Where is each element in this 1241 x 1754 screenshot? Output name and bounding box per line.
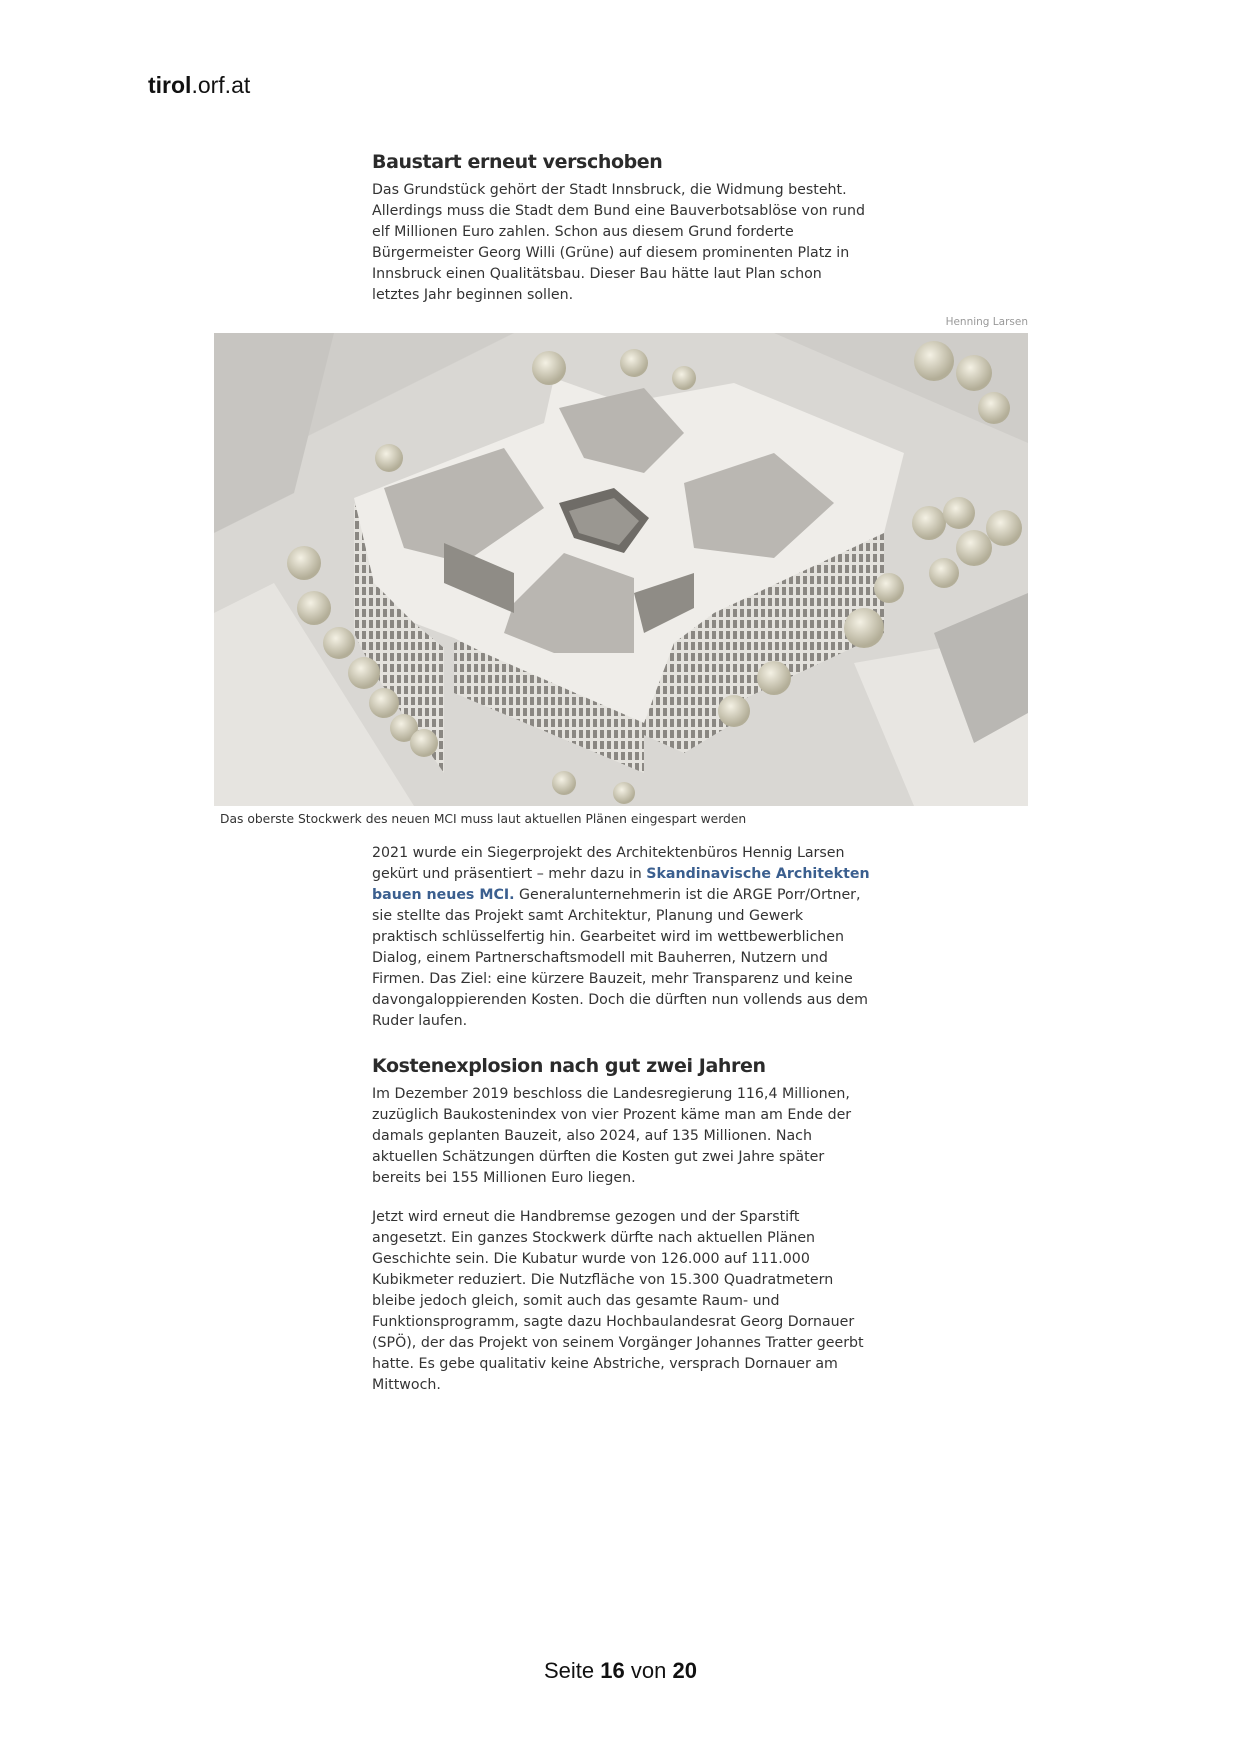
photo-credit: Henning Larsen xyxy=(945,316,1028,328)
page-label: Seite xyxy=(544,1658,595,1683)
site-logo xyxy=(148,72,250,99)
section-paragraph: Jetzt wird erneut die Handbremse gezogen und der Sparstift angesetzt. Ein ganzes Stockwerk dürfte nach aktuellen Plänen Geschichte sein. Die Kubatur wurde von 126.000 auf 111.000 Kubikmeter reduziert. Die Nutzfläche von 15.300 Quadratmetern bleibe jedoch gleich, somit auch das gesamte Raum- und Funktionsprogramm, sagte dazu Hochbaulandesrat Georg Dornauer (SPÖ), der das Projekt von seinem Vorgänger Johannes Tratter geerbt hatte. Es gebe qualitativ keine Abstriche, versprach Dornauer am Mittwoch. xyxy=(372,1209,864,1393)
section-paragraph: Das Grundstück gehört der Stadt Innsbruck, die Widmung besteht. Allerdings muss die Stadt dem Bund eine Bauverbotsablöse von rund elf Millionen Euro zahlen. Schon aus diesem Grund forderte Bürgermeister Georg Willi (Grüne) auf diesem prominenten Platz in Innsbruck einen Qualitätsbau. Dieser Bau hätte laut Plan schon letztes Jahr beginnen sollen. xyxy=(372,182,865,303)
section-paragraph xyxy=(372,843,872,1032)
photo-caption: Das oberste Stockwerk des neuen MCI muss laut aktuellen Plänen eingespart werden xyxy=(220,812,747,826)
paragraph-text-after-link: Generalunternehmerin ist die ARGE Porr/Ortner, sie stellte das Projekt samt Architektur, Planung und Gewerk praktisch schlüsselfertig hin. Gearbeitet wird im wettbewerblichen Dialog, einem Partnerschaftsmodell mit Bauherren, Nutzern und Firmen. Das Ziel: eine kürzere Bauzeit, mehr Transparenz und keine davongaloppierenden Kosten. Doch die dürften nun vollends aus dem Ruder laufen. xyxy=(372,887,868,1029)
section-cost-explosion xyxy=(372,1054,872,1396)
site-logo-bold: tirol xyxy=(148,72,192,98)
section-architects xyxy=(372,843,872,1032)
total-pages: 20 xyxy=(672,1658,697,1683)
article-link[interactable]: Skandinavische Architekten bauen neues MCI. xyxy=(372,866,870,903)
page-separator: von xyxy=(630,1658,667,1683)
paragraph-text-before-link: 2021 wurde ein Siegerprojekt des Architektenbüros Hennig Larsen gekürt und präsentiert – mehr dazu in xyxy=(372,845,845,882)
section-construction-start xyxy=(372,150,872,306)
building-model-illustration xyxy=(214,333,1028,806)
section-heading: Baustart erneut verschoben xyxy=(372,151,663,173)
current-page: 16 xyxy=(600,1658,625,1683)
architecture-model-photo xyxy=(214,333,1028,806)
site-logo-rest: .orf.at xyxy=(191,72,251,98)
page-number xyxy=(0,1658,1241,1684)
section-paragraph: Im Dezember 2019 beschloss die Landesregierung 116,4 Millionen, zuzüglich Baukostenindex von vier Prozent käme man am Ende der damals geplanten Bauzeit, also 2024, auf 135 Millionen. Nach aktuellen Schätzungen dürften die Kosten gut zwei Jahre später bereits bei 155 Millionen Euro liegen. xyxy=(372,1086,852,1186)
section-heading: Kostenexplosion nach gut zwei Jahren xyxy=(372,1055,766,1077)
